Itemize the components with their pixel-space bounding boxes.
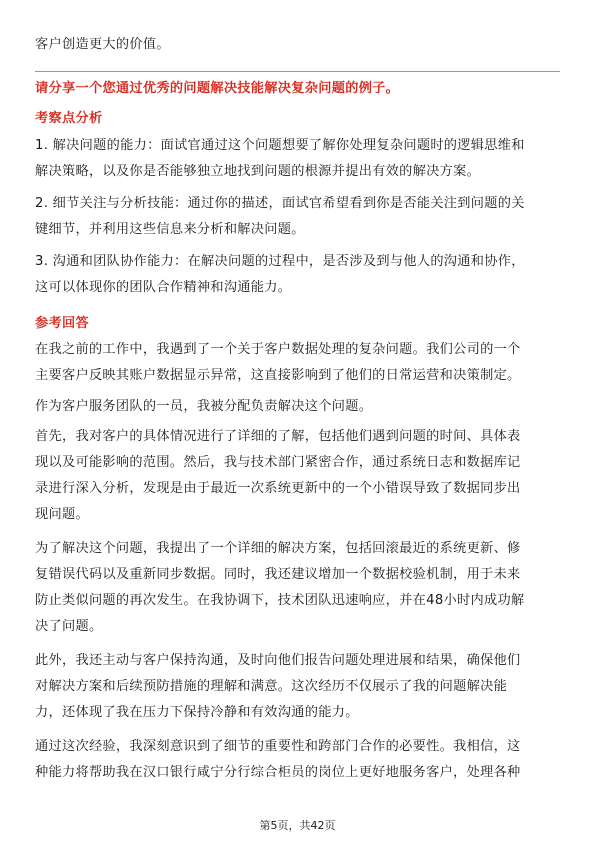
answer-heading: 参考回答	[35, 316, 89, 331]
answer-line: 首先，我对客户的具体情况进行了详细的了解，包括他们遇到问题的时间、具体表	[35, 429, 521, 444]
answer-line: 现以及可能影响的范围。然后，我与技术部门紧密合作，通过系统日志和数据库记	[35, 455, 521, 470]
answer-line: 主要客户反映其账户数据显示异常，这直接影响到了他们的日常运营和决策制定。	[35, 368, 521, 383]
answer-line: 此外，我还主动与客户保持沟通，及时向他们报告问题处理进展和结果，确保他们	[35, 653, 521, 668]
analysis-heading: 考察点分析	[35, 111, 103, 126]
answer-line: 决了问题。	[35, 619, 103, 634]
answer-line: 作为客户服务团队的一员，我被分配负责解决这个问题。	[35, 399, 373, 414]
answer-line: 种能力将帮助我在汉口银行咸宁分行综合柜员的岗位上更好地服务客户，处理各种	[35, 765, 521, 780]
intro-line: 客户创造更大的价值。	[35, 37, 170, 52]
analysis-line: 键细节，并利用这些信息来分析和解决问题。	[35, 222, 305, 237]
answer-line: 力，还体现了我在压力下保持冷静和有效沟通的能力。	[35, 705, 359, 720]
analysis-line: 3. 沟通和团队协作能力：在解决问题的过程中，是否涉及到与他人的沟通和协作，	[35, 254, 525, 269]
analysis-line: 2. 细节关注与分析技能：通过你的描述，面试官希望看到你是否能关注到问题的关	[35, 196, 525, 211]
answer-line: 防止类似问题的再次发生。在我协调下，技术团队迅速响应，并在48小时内成功解	[35, 593, 525, 608]
answer-line: 录进行深入分析，发现是由于最近一次系统更新中的一个小错误导致了数据同步出	[35, 481, 521, 496]
analysis-line: 这可以体现你的团队合作精神和沟通能力。	[35, 280, 292, 295]
answer-line: 对解决方案和后续预防措施的理解和满意。这次经历不仅展示了我的问题解决能	[35, 679, 508, 694]
answer-line: 复错误代码以及重新同步数据。同时，我还建议增加一个数据校验机制，用于未来	[35, 567, 521, 582]
answer-line: 通过这次经验，我深刻意识到了细节的重要性和跨部门合作的必要性。我相信，这	[35, 739, 521, 754]
section-divider	[35, 71, 560, 72]
answer-line: 在我之前的工作中，我遇到了一个关于客户数据处理的复杂问题。我们公司的一个	[35, 342, 521, 357]
question-heading: 请分享一个您通过优秀的问题解决技能解决复杂问题的例子。	[35, 81, 400, 96]
page-number-footer: 第5页，共42页	[259, 819, 336, 832]
analysis-line: 解决策略，以及你是否能够独立地找到问题的根源并提出有效的解决方案。	[35, 164, 481, 179]
analysis-line: 1. 解决问题的能力：面试官通过这个问题想要了解你处理复杂问题时的逻辑思维和	[35, 138, 525, 153]
answer-line: 为了解决这个问题，我提出了一个详细的解决方案，包括回滚最近的系统更新、修	[35, 541, 521, 556]
answer-line: 现问题。	[35, 507, 89, 522]
